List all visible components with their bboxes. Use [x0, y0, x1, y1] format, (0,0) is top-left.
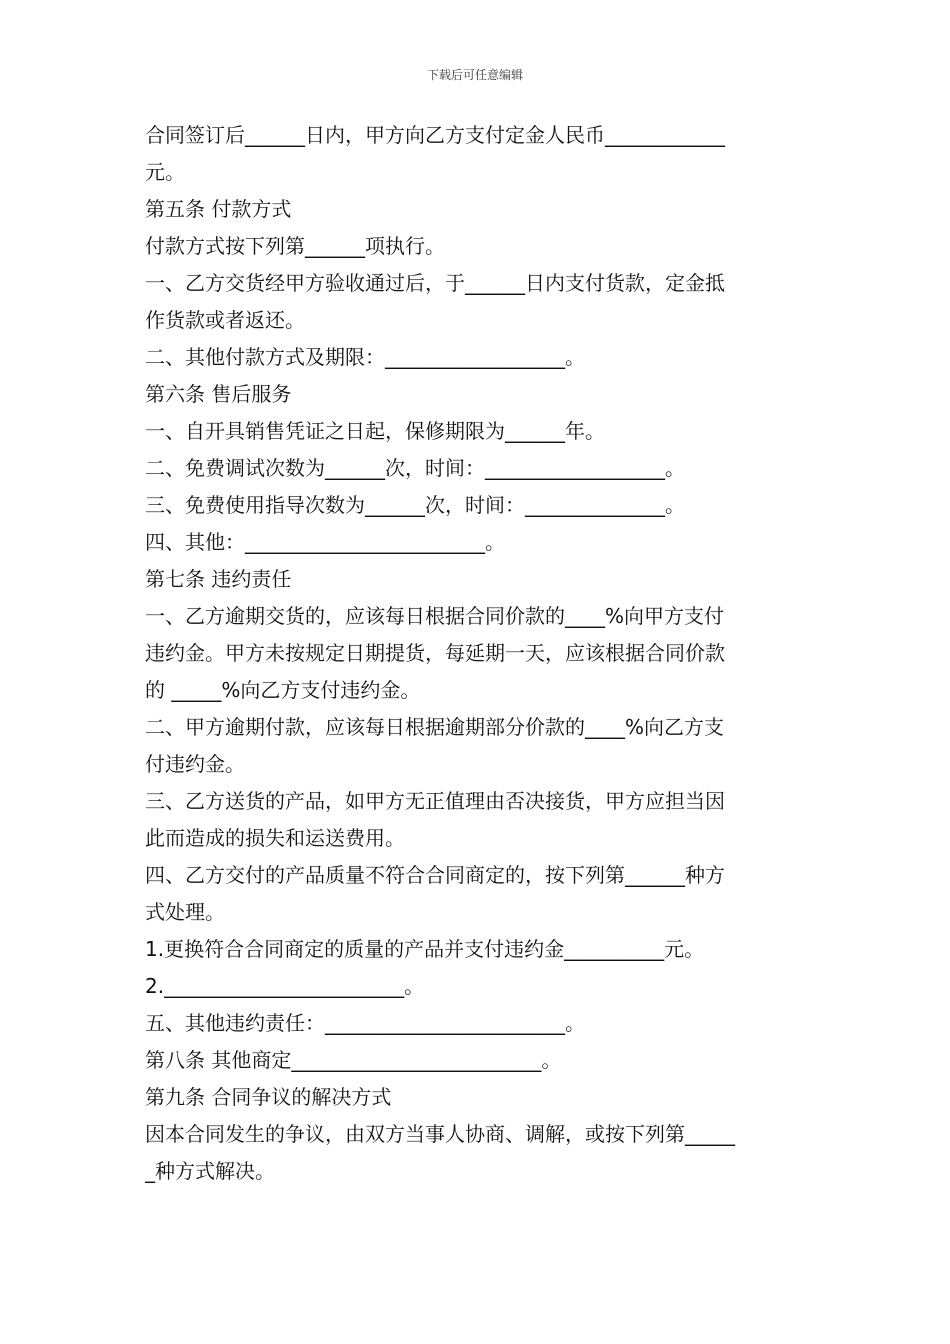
section-heading: 第八条 其他商定_________________________。	[145, 1048, 562, 1072]
text-line: 三、乙方送货的产品，如甲方无正值理由否决接货，甲方应担当因	[145, 789, 725, 813]
text-line: 二、甲方逾期付款，应该每日根据逾期部分价款的____%向乙方支	[145, 715, 725, 739]
text-line: 一、自开具销售凭证之日起，保修期限为______年。	[145, 419, 605, 443]
text-line: 此而造成的损失和运送费用。	[145, 826, 405, 850]
text-line: 式处理。	[145, 900, 225, 924]
text-line: 一、乙方逾期交货的，应该每日根据合同价款的____%向甲方支付	[145, 604, 725, 628]
section-heading: 第五条 付款方式	[145, 197, 292, 221]
text-line: 一、乙方交货经甲方验收通过后，于______日内支付货款，定金抵	[145, 271, 725, 295]
section-heading: 第七条 违约责任	[145, 567, 292, 591]
text-line: 2.________________________。	[145, 974, 425, 998]
text-line: 二、其他付款方式及期限：__________________。	[145, 345, 585, 369]
text-line: 因本合同发生的争议，由双方当事人协商、调解，或按下列第_____	[145, 1122, 735, 1146]
document-body	[145, 117, 810, 1190]
text-line: 1.更换符合合同商定的质量的产品并支付违约金__________元。	[145, 937, 705, 961]
text-line: 作货款或者返还。	[145, 308, 305, 332]
page-header: 下载后可任意编辑	[426, 68, 523, 82]
text-line: 三、免费使用指导次数为______次，时间：______________。	[145, 493, 685, 517]
text-line: 违约金。甲方未按规定日期提货，每延期一天，应该根据合同价款	[145, 641, 725, 665]
text-line: 付款方式按下列第______项执行。	[145, 234, 445, 258]
text-line: 的 _____%向乙方支付违约金。	[145, 678, 421, 702]
text-line: 付违约金。	[145, 752, 245, 776]
text-line: 五、其他违约责任：________________________。	[145, 1011, 585, 1035]
text-line: 元。	[145, 160, 185, 184]
text-line: 四、乙方交付的产品质量不符合合同商定的，按下列第______种方	[145, 863, 725, 887]
section-heading: 第九条 合同争议的解决方式	[145, 1085, 392, 1109]
section-heading: 第六条 售后服务	[145, 382, 292, 406]
text-line: _种方式解决。	[145, 1159, 275, 1183]
text-line: 四、其他：________________________。	[145, 530, 505, 554]
text-line: 二、免费调试次数为______次，时间：__________________。	[145, 456, 685, 480]
text-line: 合同签订后______日内，甲方向乙方支付定金人民币____________	[145, 123, 725, 147]
